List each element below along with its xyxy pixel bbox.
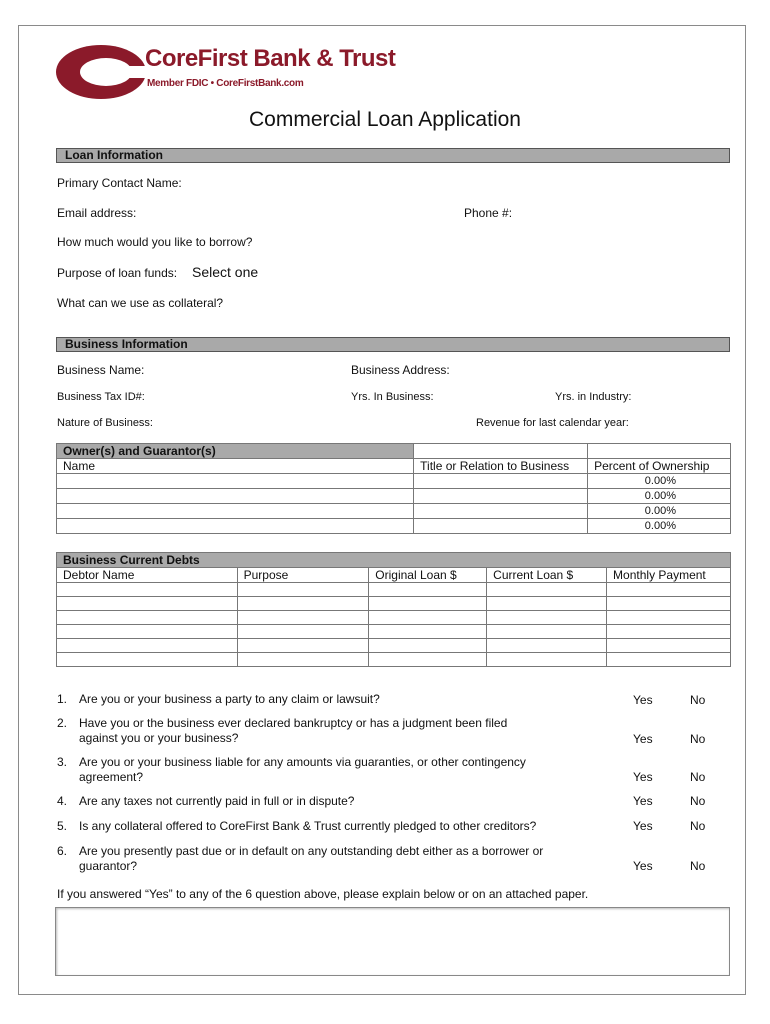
table-row (57, 519, 731, 534)
question-2-text: Have you or the business ever declared bankruptcy or has a judgment been filed against you or your business? (79, 716, 508, 745)
owners-section-header: Owner(s) and Guarantor(s) (57, 444, 414, 459)
question-5-text: Is any collateral offered to CoreFirst Bank & Trust currently pledged to other creditors? (79, 819, 537, 833)
tax-id-label: Business Tax ID#: (57, 391, 145, 403)
owner-name-cell[interactable] (57, 489, 414, 504)
bank-tagline: Member FDIC • CoreFirstBank.com (147, 78, 304, 89)
question-6-number: 6. (57, 844, 68, 858)
owner-title-cell[interactable] (414, 474, 588, 489)
question-1-text: Are you or your business a party to any claim or lawsuit? (79, 692, 380, 706)
owners-header-blank (414, 444, 588, 459)
page-title: Commercial Loan Application (249, 108, 521, 131)
owner-percent-cell[interactable]: 0.00% (588, 504, 731, 519)
debts-col-debtor: Debtor Name (57, 568, 238, 583)
owner-title-cell[interactable] (414, 504, 588, 519)
question-1-no[interactable]: No (690, 693, 706, 707)
section-loan-information: Loan Information (56, 148, 730, 163)
loan-purpose-select[interactable]: Select one (192, 264, 259, 280)
table-row (57, 489, 731, 504)
table-row (57, 474, 731, 489)
owners-table (56, 443, 731, 534)
primary-contact-label: Primary Contact Name: (57, 176, 182, 190)
owners-col-percent: Percent of Ownership (588, 459, 731, 474)
table-row (57, 583, 731, 597)
question-3-yes[interactable]: Yes (633, 770, 653, 784)
debts-col-monthly: Monthly Payment (607, 568, 731, 583)
business-address-label: Business Address: (351, 363, 450, 377)
email-label: Email address: (57, 206, 137, 220)
question-5-no[interactable]: No (690, 819, 706, 833)
table-row (57, 625, 731, 639)
question-6-yes[interactable]: Yes (633, 859, 653, 873)
owner-title-cell[interactable] (414, 519, 588, 534)
question-3-text: Are you or your business liable for any amounts via guaranties, or other contingency agreement? (79, 755, 526, 784)
revenue-label: Revenue for last calendar year: (476, 417, 629, 429)
explanation-textarea[interactable] (55, 907, 730, 976)
question-3-no[interactable]: No (690, 770, 706, 784)
explain-instructions: If you answered “Yes” to any of the 6 question above, please explain below or on an attached paper. (57, 887, 589, 901)
nature-of-business-label: Nature of Business: (57, 417, 153, 429)
debts-section-header: Business Current Debts (57, 553, 731, 568)
table-row (57, 639, 731, 653)
question-6-no[interactable]: No (690, 859, 706, 873)
owner-name-cell[interactable] (57, 474, 414, 489)
question-1-number: 1. (57, 692, 68, 706)
borrow-amount-label: How much would you like to borrow? (57, 235, 253, 249)
phone-label: Phone #: (464, 206, 513, 220)
table-row (57, 611, 731, 625)
question-1-yes[interactable]: Yes (633, 693, 653, 707)
business-name-label: Business Name: (57, 363, 145, 377)
owner-percent-cell[interactable]: 0.00% (588, 474, 731, 489)
owner-percent-cell[interactable]: 0.00% (588, 519, 731, 534)
years-in-industry-label: Yrs. in Industry: (555, 391, 632, 403)
owner-name-cell[interactable] (57, 519, 414, 534)
years-in-business-label: Yrs. In Business: (351, 391, 434, 403)
owners-col-title: Title or Relation to Business (414, 459, 588, 474)
question-4-yes[interactable]: Yes (633, 794, 653, 808)
question-2-number: 2. (57, 716, 68, 730)
question-2-yes[interactable]: Yes (633, 732, 653, 746)
question-4-text: Are any taxes not currently paid in full or in dispute? (79, 794, 355, 808)
collateral-label: What can we use as collateral? (57, 296, 224, 310)
owners-header-blank (588, 444, 731, 459)
debts-table (56, 552, 731, 667)
owners-col-name: Name (57, 459, 414, 474)
question-4-number: 4. (57, 794, 68, 808)
debts-col-purpose: Purpose (237, 568, 369, 583)
question-5-number: 5. (57, 819, 68, 833)
table-row (57, 653, 731, 667)
question-6-text: Are you presently past due or in default on any outstanding debt either as a borrower or guarantor? (79, 844, 544, 873)
debts-col-original: Original Loan $ (369, 568, 487, 583)
debts-col-current: Current Loan $ (487, 568, 607, 583)
section-business-information: Business Information (56, 337, 730, 352)
owner-percent-cell[interactable]: 0.00% (588, 489, 731, 504)
owner-name-cell[interactable] (57, 504, 414, 519)
question-3-number: 3. (57, 755, 68, 769)
question-4-no[interactable]: No (690, 794, 706, 808)
table-row (57, 504, 731, 519)
loan-purpose-label: Purpose of loan funds: (57, 266, 178, 280)
owner-title-cell[interactable] (414, 489, 588, 504)
bank-name: CoreFirst Bank & Trust (145, 45, 396, 72)
question-2-no[interactable]: No (690, 732, 706, 746)
table-row (57, 597, 731, 611)
question-5-yes[interactable]: Yes (633, 819, 653, 833)
